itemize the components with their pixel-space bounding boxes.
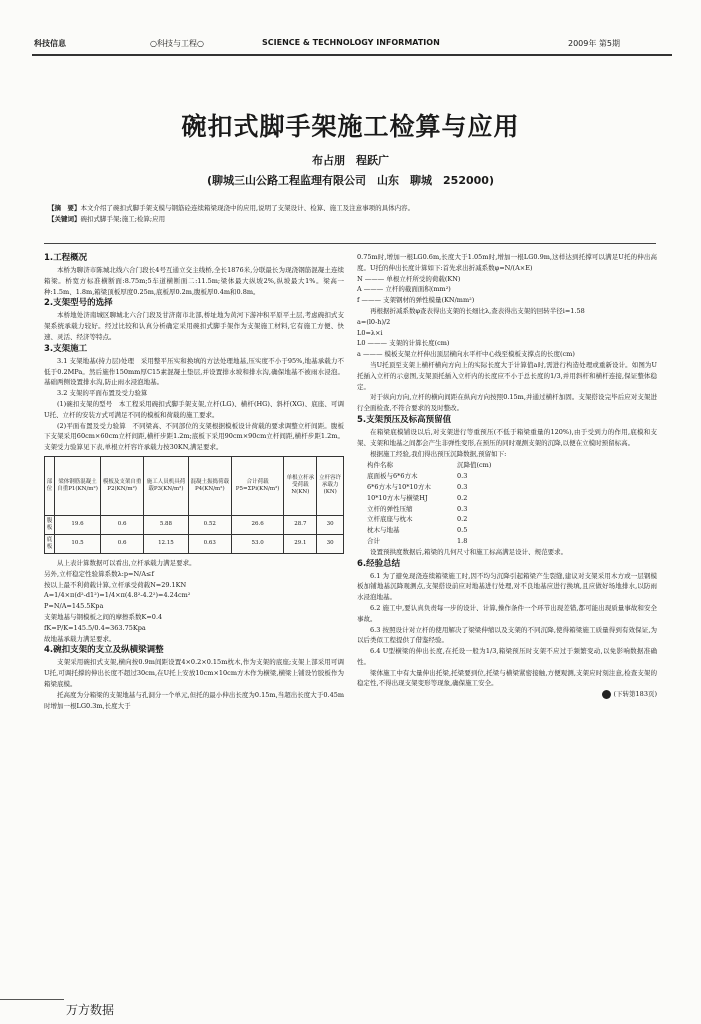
paragraph: 6.1 为了避免现浇连续箱梁施工时,因不均匀沉降引起箱梁产生裂缝,建议对支架采用木方或一层钢模板加铺地基沉降观测点,支架搭设前应对地基进行处理,对不良地基应进行换填,且应做好场地排水,以防雨水浸泡地基。: [357, 571, 657, 602]
section-name: ○科技与工程○: [150, 39, 204, 48]
page-header: [0, 38, 701, 54]
list-item: 枕木与地基 0.5: [367, 526, 468, 535]
table-header-cell: 模板及支架自重P2(KN/m²): [101, 456, 144, 515]
table-cell: 0.63: [188, 534, 231, 553]
table-cell: 30: [317, 534, 344, 553]
table-header-cell: 混凝土振捣荷载P4(KN/m²): [188, 456, 231, 515]
formula-line: fK=P/K=145.5/0.4=363.75Kpa: [44, 623, 146, 632]
formula-line: P=N/A=145.5Kpa: [44, 602, 104, 611]
formula-line: 按以上最不利荷载计算,立杆承受荷载N=29.1KN: [44, 580, 187, 589]
table-cell: 0.52: [188, 515, 231, 534]
table-cell: 10.5: [55, 534, 101, 553]
table-cell: 5.88: [144, 515, 189, 534]
table-cell: 29.1: [284, 534, 317, 553]
abstract-label: 【摘 要】: [48, 204, 81, 212]
keywords-label: 【关键词】: [48, 215, 81, 223]
paragraph: 0.75m时,增加一根LG0.6m,长度大于1.05m时,增加一根LG0.9m,这样达到托撑可以满足U托的伸出高度。U托的伸出长度计算如下:首先求出折减系数φ=N/(A×E): [357, 253, 657, 272]
paragraph: 梁体施工中有大量伸出托梁,托梁要到位,托梁与横梁紧密接触,方便观测,支架应时刻注意,检查支架的稳定性,不得出现支架变形等现象,确保施工安全。: [357, 668, 657, 688]
table-header-cell: 单根立杆承受荷载N(KN): [284, 456, 317, 515]
header-rule: [32, 54, 672, 56]
paragraph: 本桥为聊济市陈城北线六合门段长4号互通立交主线桥,全长1876米,分联最长为现浇钢筋混凝土连续箱梁。桥宽方标准横断面:8.75m;5车道横断面二:11.5m;梁体最大纵坡2%,纵坡最大1%。梁高一种:1.5m、1.8m,箱梁顶板厚度0.25m,底板厚0.2m,腹板厚0.4m和0.8m。: [44, 266, 344, 296]
paragraph: 本桥地处济南城区聊城北六合门段及甘济南市北部,桥址地为黄河下游冲积平原平土层,考虑碗扣式支架系统承载力较好。经过比较和认真分析确定采用碗扣式脚手架作为支架施工材料,它有施工方便、快速、灵活、经济等特点。: [44, 311, 344, 341]
list-item: 6*6方木与10*10方木 0.3: [367, 482, 468, 491]
formula-line: 另外,立杆稳定性验算系数λ:p=N/A≤f: [44, 569, 154, 578]
left-column: [44, 252, 344, 711]
table-cell: 0.6: [101, 515, 144, 534]
settlement-list: [367, 460, 657, 546]
paragraph: 6.4 U型横梁的伸出长度,在托设一般为1/3,箱梁预压时支架不应过于频繁变动,以免影响数据准确性。: [357, 647, 657, 666]
table-cell: 30: [317, 515, 344, 534]
article-title: 碗扣式脚手架施工检算与应用: [181, 112, 520, 141]
journal-name: 科技信息: [34, 39, 66, 48]
article-authors: 布占朋 程跃广: [312, 154, 389, 167]
abstract-separator: [44, 243, 656, 244]
keywords-text: 碗扣式脚手架;施工;检算;应用: [80, 215, 166, 223]
issue-number: 2009年 第5期: [568, 39, 620, 48]
paragraph: 托高度为分箱梁的支架地基与孔洞分一个单元,但托的最小伸出长度为0.15m,当超出长度大于0.45m时增加一根LG0.3m,长度大于: [44, 690, 344, 710]
definition-line: a ——— 模板支架立杆伸出顶层横向水平杆中心线至模板支撑点的长度(cm): [357, 350, 575, 359]
section-heading: 2.支架型号的选择: [44, 298, 113, 309]
formula-line: A=1/4×π(d²-d1²)=1/4×π(4.8²-4.2²)=4.24cm²: [44, 591, 191, 600]
table-cell: 26.6: [231, 515, 284, 534]
journal-emblem-icon: [602, 690, 611, 699]
abstract-text: 本文介绍了碗扣式脚手架支模与钢筋砼连续箱梁现浇中的应用,说明了支架设计、检算、施工及注意事项的具体内容。: [80, 204, 415, 212]
paragraph: 设置预拱度数据后,箱梁的几何尺寸和施工标高满足设计、规范要求。: [370, 547, 568, 556]
paragraph: 6.3 按照设计对立杆的使用解决了梁梁伸缩以及支架的不同沉降,使得箱梁施工质量得到有效保证,为以后类似工程提供了借鉴经验。: [357, 625, 657, 645]
definition-line: f ——— 支架钢材的弹性模量(KN/mm²): [357, 296, 475, 305]
formula-line: 支架地基与钢模板之间的摩擦系数K=0.4: [44, 612, 163, 621]
paragraph: (2)平面布置及受力验算 不同梁高、不同部位的支架根据模板设计荷载的要求调整立杆间距。腹板下支架采用60cm×60cm立杆间距,横杆步距1.2m;底板下采用90cm×90cm立杆间距,横杆步距1.2m。支架受力验算见下表,单根立杆容许承载力按30KN,满足要求。: [44, 421, 344, 452]
abstract-block: [48, 203, 648, 225]
paragraph: 6.2 施工中,要认真负责每一步的设计、计算,操作条件一个环节出现差错,都可能出现质量事故和安全事故。: [357, 603, 657, 623]
list-item: 立杆底座与枕木 0.2: [367, 515, 468, 524]
paragraph: 从上表计算数据可以看出,立杆承载力满足要求。: [57, 558, 196, 567]
table-cell: 腹板: [45, 515, 55, 534]
list-item: 合计 1.8: [367, 536, 468, 545]
footer-rule: [0, 999, 64, 1000]
section-heading: 4.碗扣支架的支立及纵横梁调整: [44, 645, 164, 656]
table-header-cell: 施工人员机具荷载P3(KN/m²): [144, 456, 189, 515]
list-header: 构件名称 沉降值(cm): [367, 461, 492, 470]
table-header-cell: 部位: [45, 456, 55, 515]
table-header-cell: 合计荷载P5=ΣPi(KN/m²): [231, 456, 284, 515]
list-item: 底面板与6*6方木 0.3: [367, 472, 468, 481]
definition-line: L0 ——— 支架的计算长度(cm): [357, 339, 450, 348]
definition-line: A ——— 立杆的截面面积(mm²): [357, 285, 451, 294]
list-item: 10*10方木与横梁HJ 0.2: [367, 493, 468, 502]
table-cell: 28.7: [284, 515, 317, 534]
table-cell: 53.0: [231, 534, 284, 553]
wanfang-logo: 万方数据: [66, 1003, 115, 1017]
journal-english-name: SCIENCE & TECHNOLOGY INFORMATION: [262, 38, 440, 47]
article-affiliation: (聊城三山公路工程监理有限公司 山东 聊城 252000): [207, 174, 494, 187]
right-column: [357, 252, 657, 700]
table-cell: 19.6: [55, 515, 101, 534]
continued-note: (下转第183页): [357, 689, 657, 700]
table-header-cell: 梁体钢筋混凝土自重P1(KN/m²): [55, 456, 101, 515]
subsection-heading: 3.2 支架的平面布置及受力验算: [57, 389, 148, 398]
section-heading: 3.支架施工: [44, 343, 88, 354]
paragraph: 3.1 支架地基(持力层)处理 采用整平压实和换填的方法处理地基,压实度不小于95%,地基承载力不低于0.2MPa。然后施作150mm厚C15素混凝土垫层,并设置排水坡和排水沟,确保地基不被雨水浸泡。基础两侧设置排水沟,防止雨水浸泡地基。: [44, 356, 344, 387]
section-heading: 5.支架预压及标高预留值: [357, 414, 452, 425]
paragraph: 对于纵向方向,立杆的横向间距在纵向方向按照0.15m,并通过横杆加固。支架搭设完毕后应对支架进行全面检查,不符合要求的及时整改。: [357, 393, 657, 413]
paragraph: (1)碗扣支架的型号 本工程采用碗扣式脚手架支架,立杆(LG)、横杆(HG)、斜杆(XG)、底座、可调U托、立杆的安装方式可满足不同的模板和荷载的施工要求。: [44, 399, 344, 419]
table-cell: 12.15: [144, 534, 189, 553]
load-table: [44, 456, 344, 554]
formula-line: 故地基承载力满足要求。: [44, 634, 116, 643]
paragraph: 支架采用碗扣式支架,横向按0.9m间距设置4×0.2×0.15m枕木,作为支架的底座;支架上部采用可调U托,可调托撑的伸出长度不超过30cm,在U托上安放10cm×10cm方木作为横梁,横梁上铺设竹胶板作为箱梁底模。: [44, 658, 344, 688]
paragraph: 在箱梁底模铺设以后,对支架进行等重预压(不低于箱梁重量的120%),由于受到力的作用,底模和支架、支架和地基之间都会产生非弹性变形,在预压的同时观测支架的沉降,以便在立模时预留标高。: [357, 427, 657, 447]
table-cell: 底板: [45, 534, 55, 553]
table-header-cell: 立杆容许承载力(KN): [317, 456, 344, 515]
table-row: [45, 534, 344, 553]
formula-line: a=(l0-h)/2: [357, 317, 391, 326]
list-item: 立杆的弹性压缩 0.3: [367, 504, 468, 513]
table-row: [45, 515, 344, 534]
definition-line: N ——— 单根立杆所受的荷载(KN): [357, 274, 461, 283]
section-heading: 6.经验总结: [357, 558, 401, 569]
section-heading: 1.工程概况: [44, 253, 88, 263]
formula-line: L0=λ×i: [357, 328, 383, 337]
paragraph: 当U托顶至支架上横杆横向方向上的实际长度大于计算值a时,需进行构造处理或重新设计。如图为U托插入立杆的示意图,支架顶托插入立杆内的长度应不小于总长度的1/3,并用斜杆和横杆连接,保证整体稳定。: [357, 360, 657, 391]
table-cell: 0.6: [101, 534, 144, 553]
paragraph: 再根据折减系数φ查表得出支架的长细比λ,查表得出支架的回转半径i=1.58: [370, 306, 585, 315]
paragraph: 根据施工经验,我们得出预压沉降数据,预留如下:: [370, 449, 507, 458]
